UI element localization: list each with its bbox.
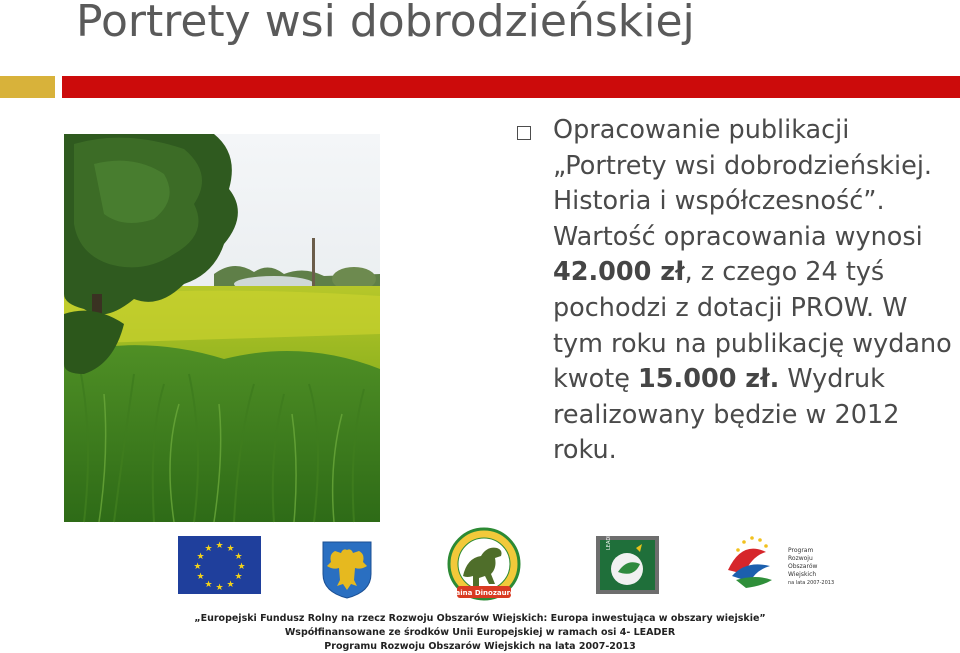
svg-text:★: ★: [196, 572, 205, 582]
prow-logo-icon: [722, 530, 835, 590]
svg-text:★: ★: [204, 580, 213, 590]
svg-text:★: ★: [226, 544, 235, 554]
prow-line-1: Program: [788, 547, 814, 554]
svg-text:★: ★: [193, 562, 202, 572]
bullet-text-part3: Wydruk realizowany będzie w 2012 roku.: [553, 364, 900, 466]
prow-line-5: na lata 2007-2013: [788, 580, 835, 586]
lgd-banner-text: Kraina Dinozaurów: [446, 589, 522, 597]
svg-text:★: ★: [234, 572, 243, 582]
svg-text:★: ★: [226, 580, 235, 590]
bullet-amount-2: 15.000 zł.: [638, 364, 780, 395]
svg-text:★: ★: [215, 583, 224, 593]
bullet-amount-1: 42.000 zł: [553, 257, 685, 288]
svg-text:★: ★: [215, 541, 224, 551]
prow-line-3: Obszarów: [788, 563, 818, 570]
eagle-coat-of-arms-icon: [321, 540, 373, 600]
bullet-square-icon: [517, 126, 531, 140]
bullet-text-part1: Opracowanie publikacji „Portrety wsi dobrodzieńskiej. Historia i współczesność”. Wartość opracowania wynosi: [553, 115, 933, 252]
leader-logo-icon: [596, 530, 659, 594]
svg-text:★: ★: [204, 544, 213, 554]
accent-bar-gold: [0, 76, 55, 98]
leader-text: LEADER: [606, 530, 612, 550]
prow-line-4: Wiejskich: [788, 571, 817, 578]
eu-flag-icon: [178, 536, 261, 594]
footer-line-1: „Europejski Fundusz Rolny na rzecz Rozwoju Obszarów Wiejskich: Europa inwestująca w obszary wiejskie”: [194, 613, 766, 624]
svg-text:★: ★: [234, 552, 243, 562]
bullet-text: [553, 113, 953, 469]
footer-line-2: Współfinansowane ze środków Unii Europejskiej w ramach osi 4- LEADER: [284, 627, 676, 638]
slide-title: Portrety wsi dobrodzieńskiej: [76, 0, 695, 47]
bullet-text-part2: , z czego 24 tyś pochodzi z dotacji PROW. W tym roku na publikację wydano kwotę: [553, 257, 952, 395]
accent-bar-red: [62, 76, 960, 98]
svg-text:★: ★: [237, 562, 246, 572]
landscape-photo: [64, 134, 380, 522]
dinosaur-logo-icon: [445, 528, 523, 602]
svg-text:★: ★: [196, 552, 205, 562]
prow-line-2: Rozwoju: [788, 555, 813, 562]
footer-line-3: Programu Rozwoju Obszarów Wiejskich na lata 2007-2013: [324, 641, 636, 652]
